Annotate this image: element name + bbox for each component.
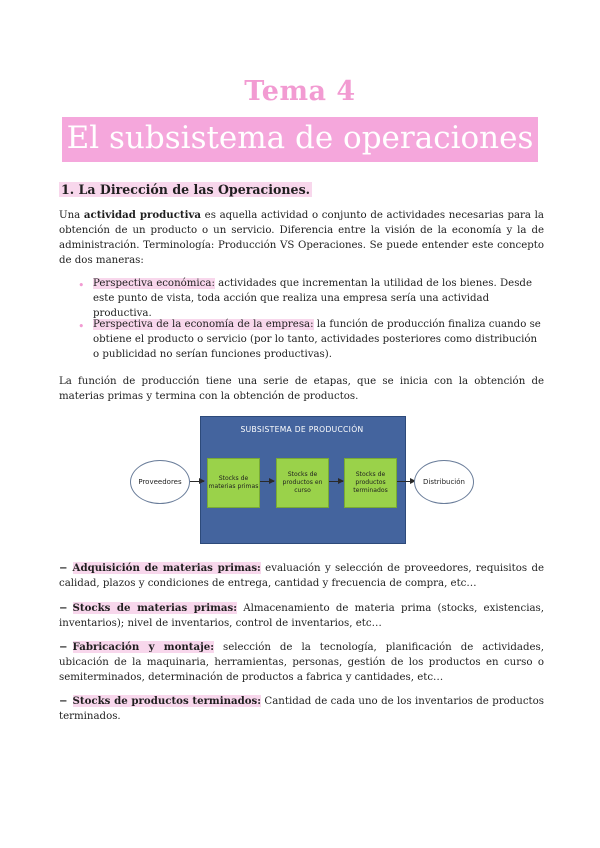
work-in-progress-stock-box: Stocks de productos en curso bbox=[276, 458, 329, 508]
bullet-dot: • bbox=[78, 279, 85, 292]
intro-paragraph: Una actividad productiva es aquella actividad o conjunto de actividades necesarias para la obtención de un producto o un servicio. Diferencia entre la visión de la economía y la de administración. Terminología: Producción VS Operaciones. Se puede entender este concepto de dos maneras: bbox=[59, 209, 544, 266]
distribution-node: Distribución bbox=[414, 460, 474, 504]
page-subtitle-banner bbox=[62, 117, 538, 162]
page-title: Tema 4 bbox=[244, 76, 356, 107]
section-heading: 1. La Dirección de las Operaciones. bbox=[61, 182, 311, 197]
suppliers-node: Proveedores bbox=[130, 460, 190, 504]
diagram-title: SUBSISTEMA DE PRODUCCIÓN bbox=[240, 425, 364, 434]
flow-arrow bbox=[260, 481, 274, 482]
stages-paragraph: La función de producción tiene una serie de etapas, que se inicia con la obtención de materias primas y termina con la obtención de productos. bbox=[59, 376, 544, 402]
list-item: − Adquisición de materias primas: evaluación y selección de proveedores, requisitos de calidad, plazos y condiciones de entrega, cantidad y frecuencia de compra, etc… bbox=[59, 562, 544, 589]
flow-arrow bbox=[329, 481, 343, 482]
page-subtitle: El subsistema de operaciones bbox=[66, 120, 534, 156]
flow-arrow bbox=[397, 481, 415, 482]
list-item: − Fabricación y montaje: selección de la tecnología, planificación de actividades, ubicación de la maquinaria, herramientas, personas, gestión de los productos en curso o semiterminados, determinación de productos a fabrica y cantidades, etc… bbox=[59, 641, 544, 683]
finished-goods-stock-box: Stocks de productos terminados bbox=[344, 458, 397, 508]
flow-arrow bbox=[190, 481, 204, 482]
intro-bold-term: actividad productiva bbox=[83, 209, 201, 221]
bullet-item: Perspectiva de la economía de la empresa: la función de producción finaliza cuando se obtiene el producto o servicio (por lo tanto, actividades posteriores como distribución o publicidad no serían funciones productivas). bbox=[93, 319, 541, 360]
bullet-item: Perspectiva económica: actividades que incrementan la utilidad de los bienes. Desde este punto de vista, toda acción que realiza una empresa sería una actividad productiva. bbox=[93, 278, 532, 319]
bullet-dot: • bbox=[78, 320, 85, 333]
raw-materials-stock-box: Stocks de materias primas bbox=[207, 458, 260, 508]
list-item: − Stocks de materias primas: Almacenamiento de materia prima (stocks, existencias, inventarios); nivel de inventarios, control de inventarios, etc… bbox=[59, 602, 544, 629]
list-item: − Stocks de productos terminados: Cantidad de cada uno de los inventarios de productos terminados. bbox=[59, 695, 544, 722]
